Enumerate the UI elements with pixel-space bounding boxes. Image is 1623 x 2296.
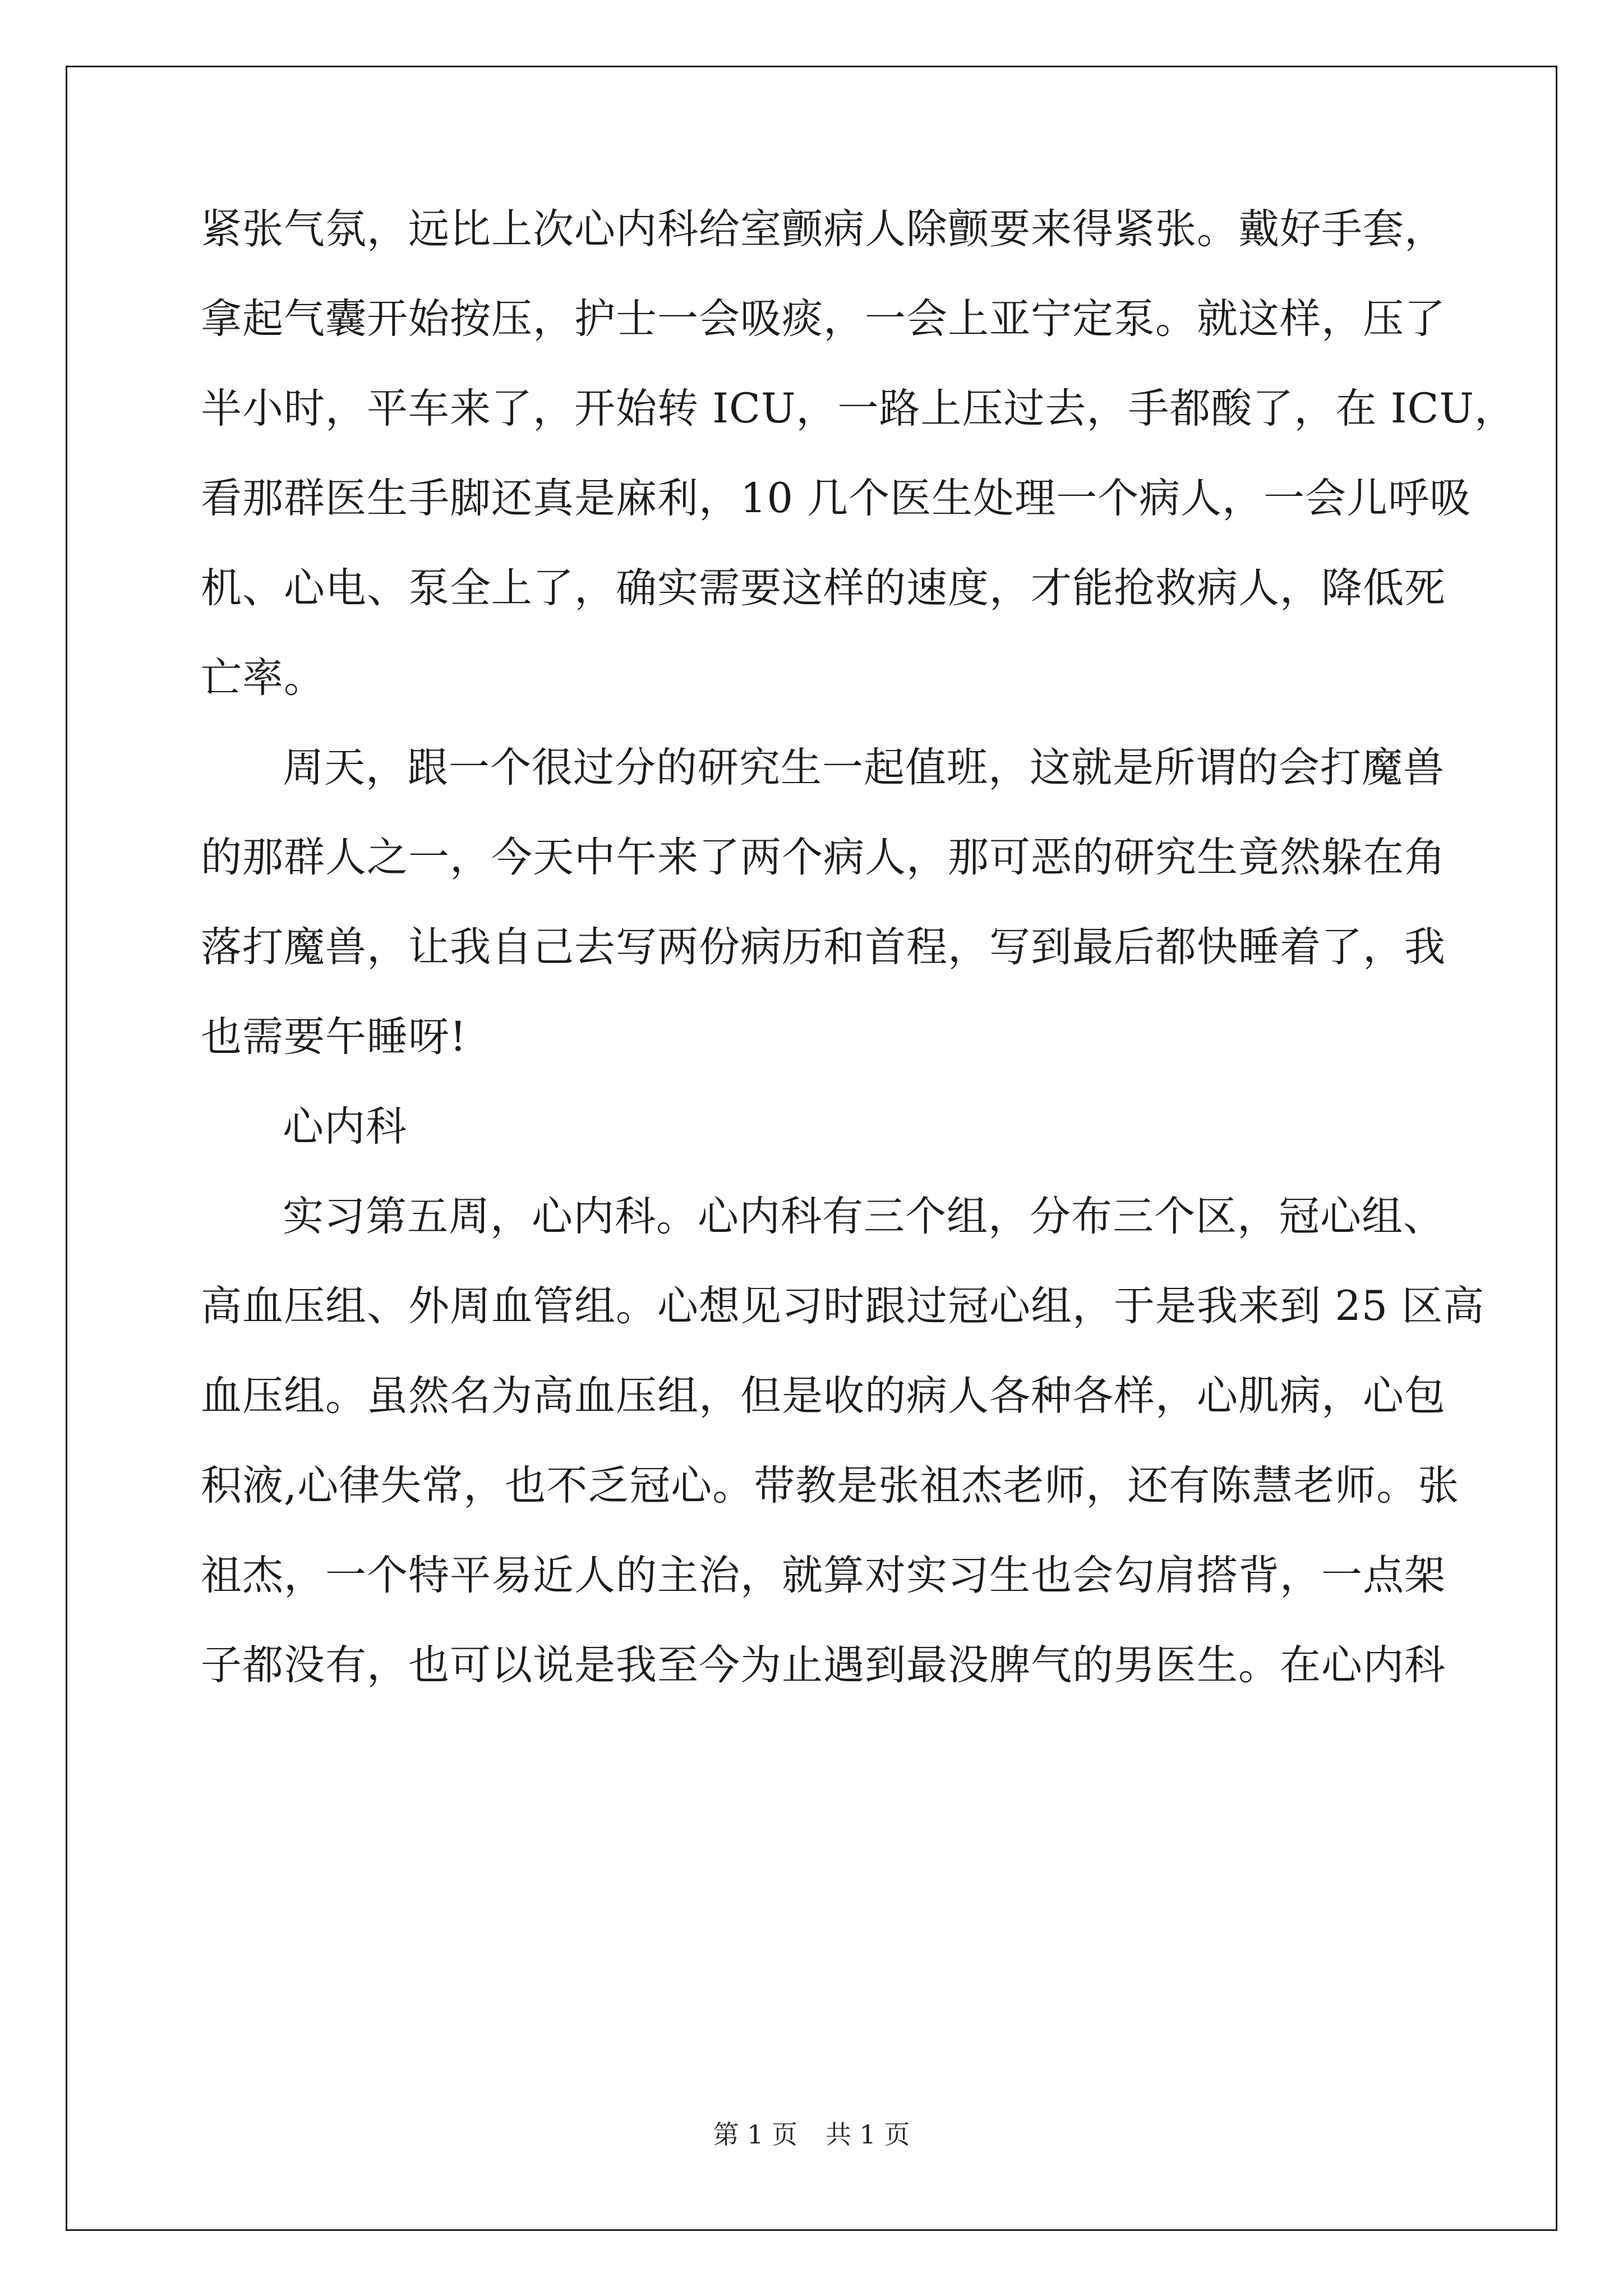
text-line-17: 子都没有，也可以说是我至今为止遇到最没脾气的男医生。在心内科 xyxy=(201,1641,1446,1689)
text-line-1: 紧张气氛，远比上次心内科给室颤病人除颤要来得紧张。戴好手套， xyxy=(201,205,1446,253)
text-line-10: 也需要午睡呀! xyxy=(201,1013,467,1061)
text-line-2: 拿起气囊开始按压，护士一会吸痰，一会上亚宁定泵。就这样，压了 xyxy=(201,295,1446,343)
text-line-14: 血压组。虽然名为高血压组，但是收的病人各种各样，心肌病，心包 xyxy=(201,1372,1446,1420)
text-line-15: 积液,心律失常，也不乏冠心。带教是张祖杰老师，还有陈慧老师。张 xyxy=(201,1462,1460,1510)
document-body xyxy=(201,205,1516,1734)
text-line-7: 周天，跟一个很过分的研究生一起值班，这就是所谓的会打魔兽 xyxy=(283,744,1445,792)
text-line-13: 高血压组、外周血管组。心想见习时跟过冠心组，于是我来到 25 区高 xyxy=(201,1282,1485,1330)
text-line-6: 亡率。 xyxy=(201,654,325,702)
text-line-3: 半小时，平车来了，开始转 ICU，一路上压过去，手都酸了，在 ICU， xyxy=(201,385,1516,432)
text-line-4: 看那群医生手脚还真是麻利，10 几个医生处理一个病人，一会儿呼吸 xyxy=(201,475,1472,522)
text-line-12: 实习第五周，心内科。心内科有三个组，分布三个区，冠心组、 xyxy=(283,1193,1445,1240)
text-line-9: 落打魔兽，让我自己去写两份病历和首程，写到最后都快睡着了，我 xyxy=(201,923,1446,971)
page-number: 第 1 页 xyxy=(713,2119,797,2150)
text-line-16: 祖杰，一个特平易近人的主治，就算对实习生也会勾肩搭背，一点架 xyxy=(201,1552,1446,1599)
page-footer xyxy=(0,2119,1623,2150)
text-line-8: 的那群人之一，今天中午来了两个病人，那可恶的研究生竟然躲在角 xyxy=(201,834,1446,881)
section-heading: 心内科 xyxy=(283,1103,407,1151)
text-line-5: 机、心电、泵全上了，确实需要这样的速度，才能抢救病人，降低死 xyxy=(201,564,1446,612)
page-total: 共 1 页 xyxy=(826,2119,910,2150)
